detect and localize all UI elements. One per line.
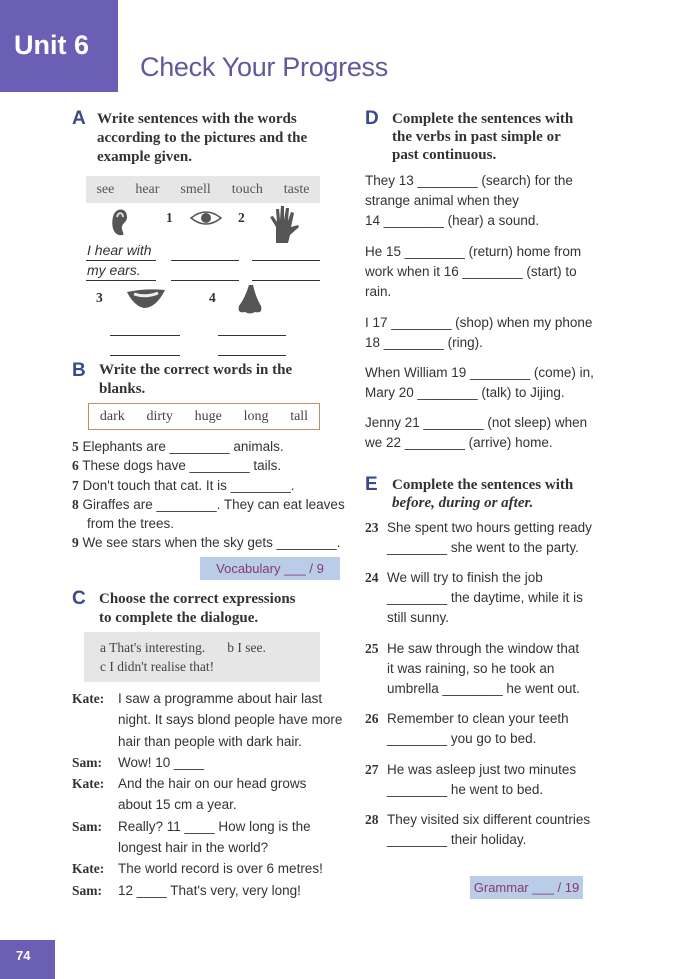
section-letter-c: C — [72, 588, 86, 609]
heading-line: according to the pictures and the — [97, 130, 308, 146]
speaker: Sam: — [72, 754, 102, 770]
exercise-item — [365, 363, 594, 403]
picture-number: 1 — [166, 210, 173, 225]
item-text: it was raining, so he took an — [387, 661, 555, 676]
exercise-item — [365, 810, 590, 850]
exercise-item — [72, 533, 345, 552]
dialogue-line: 12 ____ That's very, very long! — [118, 882, 301, 898]
item-text: ________ you go to bed. — [387, 731, 537, 746]
dialogue-line: night. It says blond people have more — [118, 712, 343, 728]
item-text: I 17 ________ (shop) when my phone — [365, 315, 593, 330]
section-d-heading — [392, 110, 573, 164]
item-text: He 15 ________ (return) home from — [365, 244, 582, 259]
heading-line: to complete the dialogue. — [99, 610, 259, 626]
exercise-item — [365, 568, 583, 628]
item-number: 25 — [365, 641, 379, 656]
item-text: Mary 20 ________ (talk) to Jijing. — [365, 385, 565, 400]
answer-line-3b[interactable] — [110, 355, 180, 356]
item-text: 18 ________ (ring). — [365, 335, 483, 350]
speaker: Kate: — [72, 861, 105, 877]
answer-line-3a[interactable] — [110, 335, 180, 336]
heading-line: Choose the correct expressions — [99, 591, 296, 607]
dialogue-turn — [72, 880, 342, 901]
item-number: 7 — [72, 477, 79, 493]
item-number: 6 — [72, 458, 79, 474]
word: smell — [180, 181, 211, 197]
item-text: ________ their holiday. — [387, 832, 527, 847]
answer-line-1b[interactable] — [171, 280, 239, 281]
item-text: Elephants are ________ animals. — [82, 439, 284, 454]
speaker: Kate: — [72, 776, 105, 792]
item-number: 24 — [365, 570, 379, 585]
item-text: They 13 ________ (search) for the — [365, 173, 573, 188]
exercise-item — [365, 709, 569, 749]
heading-line: the verbs in past simple or — [392, 129, 561, 145]
answer-line-2b[interactable] — [252, 280, 320, 281]
item-number: 8 — [72, 496, 79, 512]
item-text: ________ he went to bed. — [387, 782, 544, 797]
item-text: These dogs have ________ tails. — [82, 458, 282, 474]
item-number: 5 — [72, 439, 79, 454]
nose-icon — [237, 284, 263, 316]
speaker: Kate: — [72, 691, 105, 706]
dialogue-line: Wow! 10 ____ — [118, 754, 205, 770]
item-text: He was asleep just two minutes — [387, 762, 577, 777]
word: see — [96, 181, 115, 197]
item-text: ________ the daytime, while it is — [387, 590, 583, 605]
item-number: 28 — [365, 812, 379, 827]
item-text: We see stars when the sky gets ________. — [82, 535, 341, 551]
page-number: 74 — [0, 940, 55, 979]
exercise-item — [365, 518, 592, 558]
heading-line: Write sentences with the words — [97, 111, 297, 127]
exercise-item — [365, 760, 576, 800]
answer-line-1a[interactable] — [171, 260, 239, 261]
item-text: When William 19 ________ (come) in, — [365, 365, 594, 380]
item-number: 23 — [365, 520, 379, 535]
dialogue-line: longest hair in the world? — [118, 840, 269, 856]
section-b-heading — [99, 361, 292, 399]
dialogue-line: The world record is over 6 metres! — [118, 861, 323, 877]
item-text: still sunny. — [387, 610, 450, 625]
answer-line — [86, 260, 156, 261]
speaker: Sam: — [72, 818, 102, 834]
item-text: He saw through the window that — [387, 641, 580, 656]
word: long — [243, 408, 269, 424]
item-text: Don't touch that cat. It is ________. — [82, 477, 295, 493]
unit-badge — [0, 0, 118, 92]
heading-line: Complete the sentences with — [392, 477, 574, 493]
word: dark — [99, 408, 125, 424]
item-text: we 22 ________ (arrive) home. — [365, 435, 553, 450]
mouth-icon — [126, 288, 166, 310]
item-number: 27 — [365, 762, 379, 777]
options-box — [84, 632, 320, 682]
word: hear — [135, 181, 160, 197]
exercise-item — [72, 456, 345, 475]
item-text: Jenny 21 ________ (not sleep) when — [365, 415, 588, 430]
example-line: I hear with — [87, 242, 152, 258]
heading-line: Write the correct words in the — [99, 362, 293, 378]
item-text: umbrella ________ he went out. — [387, 681, 580, 696]
dialogue-turn — [72, 688, 342, 752]
dialogue-line: Really? 11 ____ How long is the — [118, 818, 311, 834]
section-b-items — [72, 437, 345, 553]
item-number: 26 — [365, 711, 379, 726]
dialogue-line: And the hair on our head grows — [118, 776, 307, 792]
answer-line — [86, 280, 156, 281]
word: huge — [194, 408, 222, 424]
hand-icon — [268, 205, 302, 245]
speaker: Sam: — [72, 882, 102, 898]
option-c: c I didn't realise that! — [100, 659, 215, 674]
word-bank-a — [86, 176, 320, 203]
section-letter-a: A — [72, 108, 86, 129]
item-text: She spent two hours getting ready — [387, 520, 592, 535]
exercise-item — [365, 242, 581, 302]
section-letter-d: D — [365, 108, 379, 129]
word: taste — [283, 181, 310, 197]
exercise-item — [72, 476, 345, 495]
section-letter-e: E — [365, 474, 378, 495]
heading-line: blanks. — [99, 381, 146, 397]
dialogue-line: hair than people with dark hair. — [118, 733, 302, 749]
example-line: my ears. — [87, 262, 141, 278]
heading-line: before, during or after. — [392, 495, 534, 511]
item-text: Remember to clean your teeth — [387, 711, 569, 726]
dialogue-line: about 15 cm a year. — [118, 797, 237, 813]
word: dirty — [146, 408, 173, 424]
option-b: b I see. — [227, 640, 266, 655]
item-text: strange animal when they — [365, 193, 519, 208]
heading-line: past continuous. — [392, 147, 497, 163]
section-letter-b: B — [72, 360, 86, 381]
exercise-item — [72, 495, 345, 534]
item-text: 14 ________ (hear) a sound. — [365, 213, 540, 228]
word-bank-b — [88, 403, 320, 430]
exercise-item — [365, 639, 580, 699]
ear-icon — [108, 205, 130, 239]
section-c-heading — [99, 590, 296, 628]
picture-number: 3 — [96, 290, 103, 305]
section-a-heading — [97, 110, 307, 167]
unit-label: Unit 6 — [14, 30, 90, 60]
heading-line: Complete the sentences with — [392, 111, 574, 127]
exercise-item — [72, 437, 345, 456]
picture-number: 4 — [209, 290, 216, 305]
option-a: a That's interesting. — [100, 640, 206, 655]
exercise-item — [365, 413, 587, 453]
picture-number: 2 — [238, 210, 245, 225]
item-text: ________ she went to the party. — [387, 540, 579, 555]
item-text: Giraffes are ________. They can eat leaves — [82, 496, 345, 512]
eye-icon — [190, 210, 222, 226]
answer-line-4b[interactable] — [218, 355, 286, 356]
vocabulary-score: Vocabulary ___ / 9 — [200, 557, 340, 580]
item-text: from the trees. — [87, 516, 175, 532]
dialogue-turn — [72, 773, 342, 816]
exercise-item — [365, 171, 573, 231]
word: touch — [231, 181, 263, 197]
item-text: work when it 16 ________ (start) to — [365, 264, 577, 279]
section-e-heading — [392, 476, 573, 512]
dialogue-turn — [72, 858, 342, 879]
answer-line-2a[interactable] — [252, 260, 320, 261]
answer-line-4a[interactable] — [218, 335, 286, 336]
word: tall — [290, 408, 309, 424]
heading-line: example given. — [97, 149, 192, 165]
item-text: rain. — [365, 284, 392, 299]
dialogue — [72, 688, 342, 901]
grammar-score: Grammar ___ / 19 — [470, 876, 583, 899]
dialogue-turn — [72, 752, 342, 773]
dialogue-line: I saw a programme about hair last — [118, 691, 323, 706]
item-text: We will try to finish the job — [387, 570, 543, 585]
item-text: They visited six different countries — [387, 812, 591, 827]
exercise-item — [365, 313, 592, 353]
dialogue-turn — [72, 816, 342, 859]
page-title: Check Your Progress — [140, 52, 388, 82]
item-number: 9 — [72, 535, 79, 551]
